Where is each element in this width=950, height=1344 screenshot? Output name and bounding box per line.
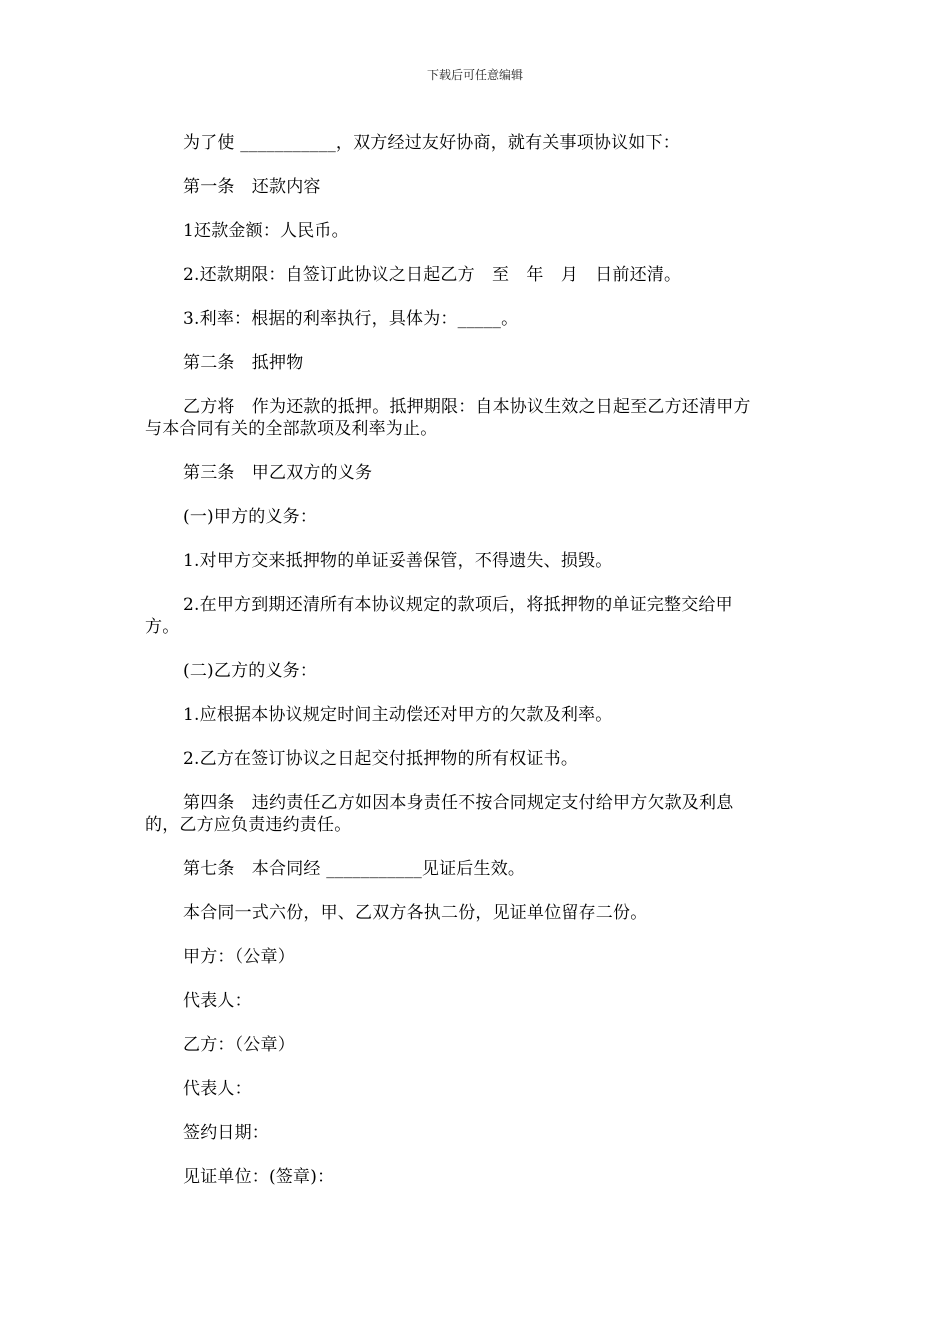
interest-rate: 3.利率：根据的利率执行，具体为：_____。: [183, 309, 519, 329]
party-a-duty-1: 1.对甲方交来抵押物的单证妥善保管，不得遗失、损毁。: [183, 551, 613, 571]
party-a-representative-line: 代表人：: [183, 991, 252, 1011]
article-4-breach-clause: 第四条 违约责任乙方如因本身责任不按合同规定支付给甲方欠款及利息的，乙方应负责违约责任。: [145, 793, 734, 835]
collateral-clause: 乙方将 作为还款的抵押。抵押期限：自本协议生效之日起至乙方还清甲方与本合同有关的全部款项及利率为止。: [145, 397, 751, 439]
party-b-seal-line: 乙方：（公章）: [183, 1035, 295, 1055]
copies-clause: 本合同一式六份，甲、乙双方各执二份，见证单位留存二份。: [183, 903, 648, 923]
party-b-representative-line: 代表人：: [183, 1079, 252, 1099]
witness-unit-line: 见证单位：(签章)：: [183, 1167, 335, 1187]
party-a-duties-heading: (一)甲方的义务：: [183, 507, 318, 527]
article-2-heading: 第二条 抵押物: [183, 353, 304, 373]
intro-paragraph: 为了使 ___________，双方经过友好协商，就有关事项协议如下：: [183, 133, 680, 153]
article-7-witness-clause: 第七条 本合同经 ___________见证后生效。: [183, 859, 526, 879]
party-b-duty-1: 1.应根据本协议规定时间主动偿还对甲方的欠款及利率。: [183, 705, 613, 725]
party-a-seal-line: 甲方：（公章）: [183, 947, 295, 967]
article-1-heading: 第一条 还款内容: [183, 177, 321, 197]
page-header: 下载后可任意编辑: [426, 68, 523, 82]
signing-date-line: 签约日期：: [183, 1123, 269, 1143]
repayment-term: 2.还款期限：自签订此协议之日起乙方 至 年 月 日前还清。: [183, 265, 682, 285]
party-a-duty-2: 2.在甲方到期还清所有本协议规定的款项后，将抵押物的单证完整交给甲方。: [145, 595, 733, 637]
article-3-heading: 第三条 甲乙双方的义务: [183, 463, 373, 483]
party-b-duties-heading: (二)乙方的义务：: [183, 661, 318, 681]
repayment-amount: 1还款金额：人民币。: [183, 221, 349, 241]
document-body: [145, 132, 755, 1210]
party-b-duty-2: 2.乙方在签订协议之日起交付抵押物的所有权证书。: [183, 749, 579, 769]
